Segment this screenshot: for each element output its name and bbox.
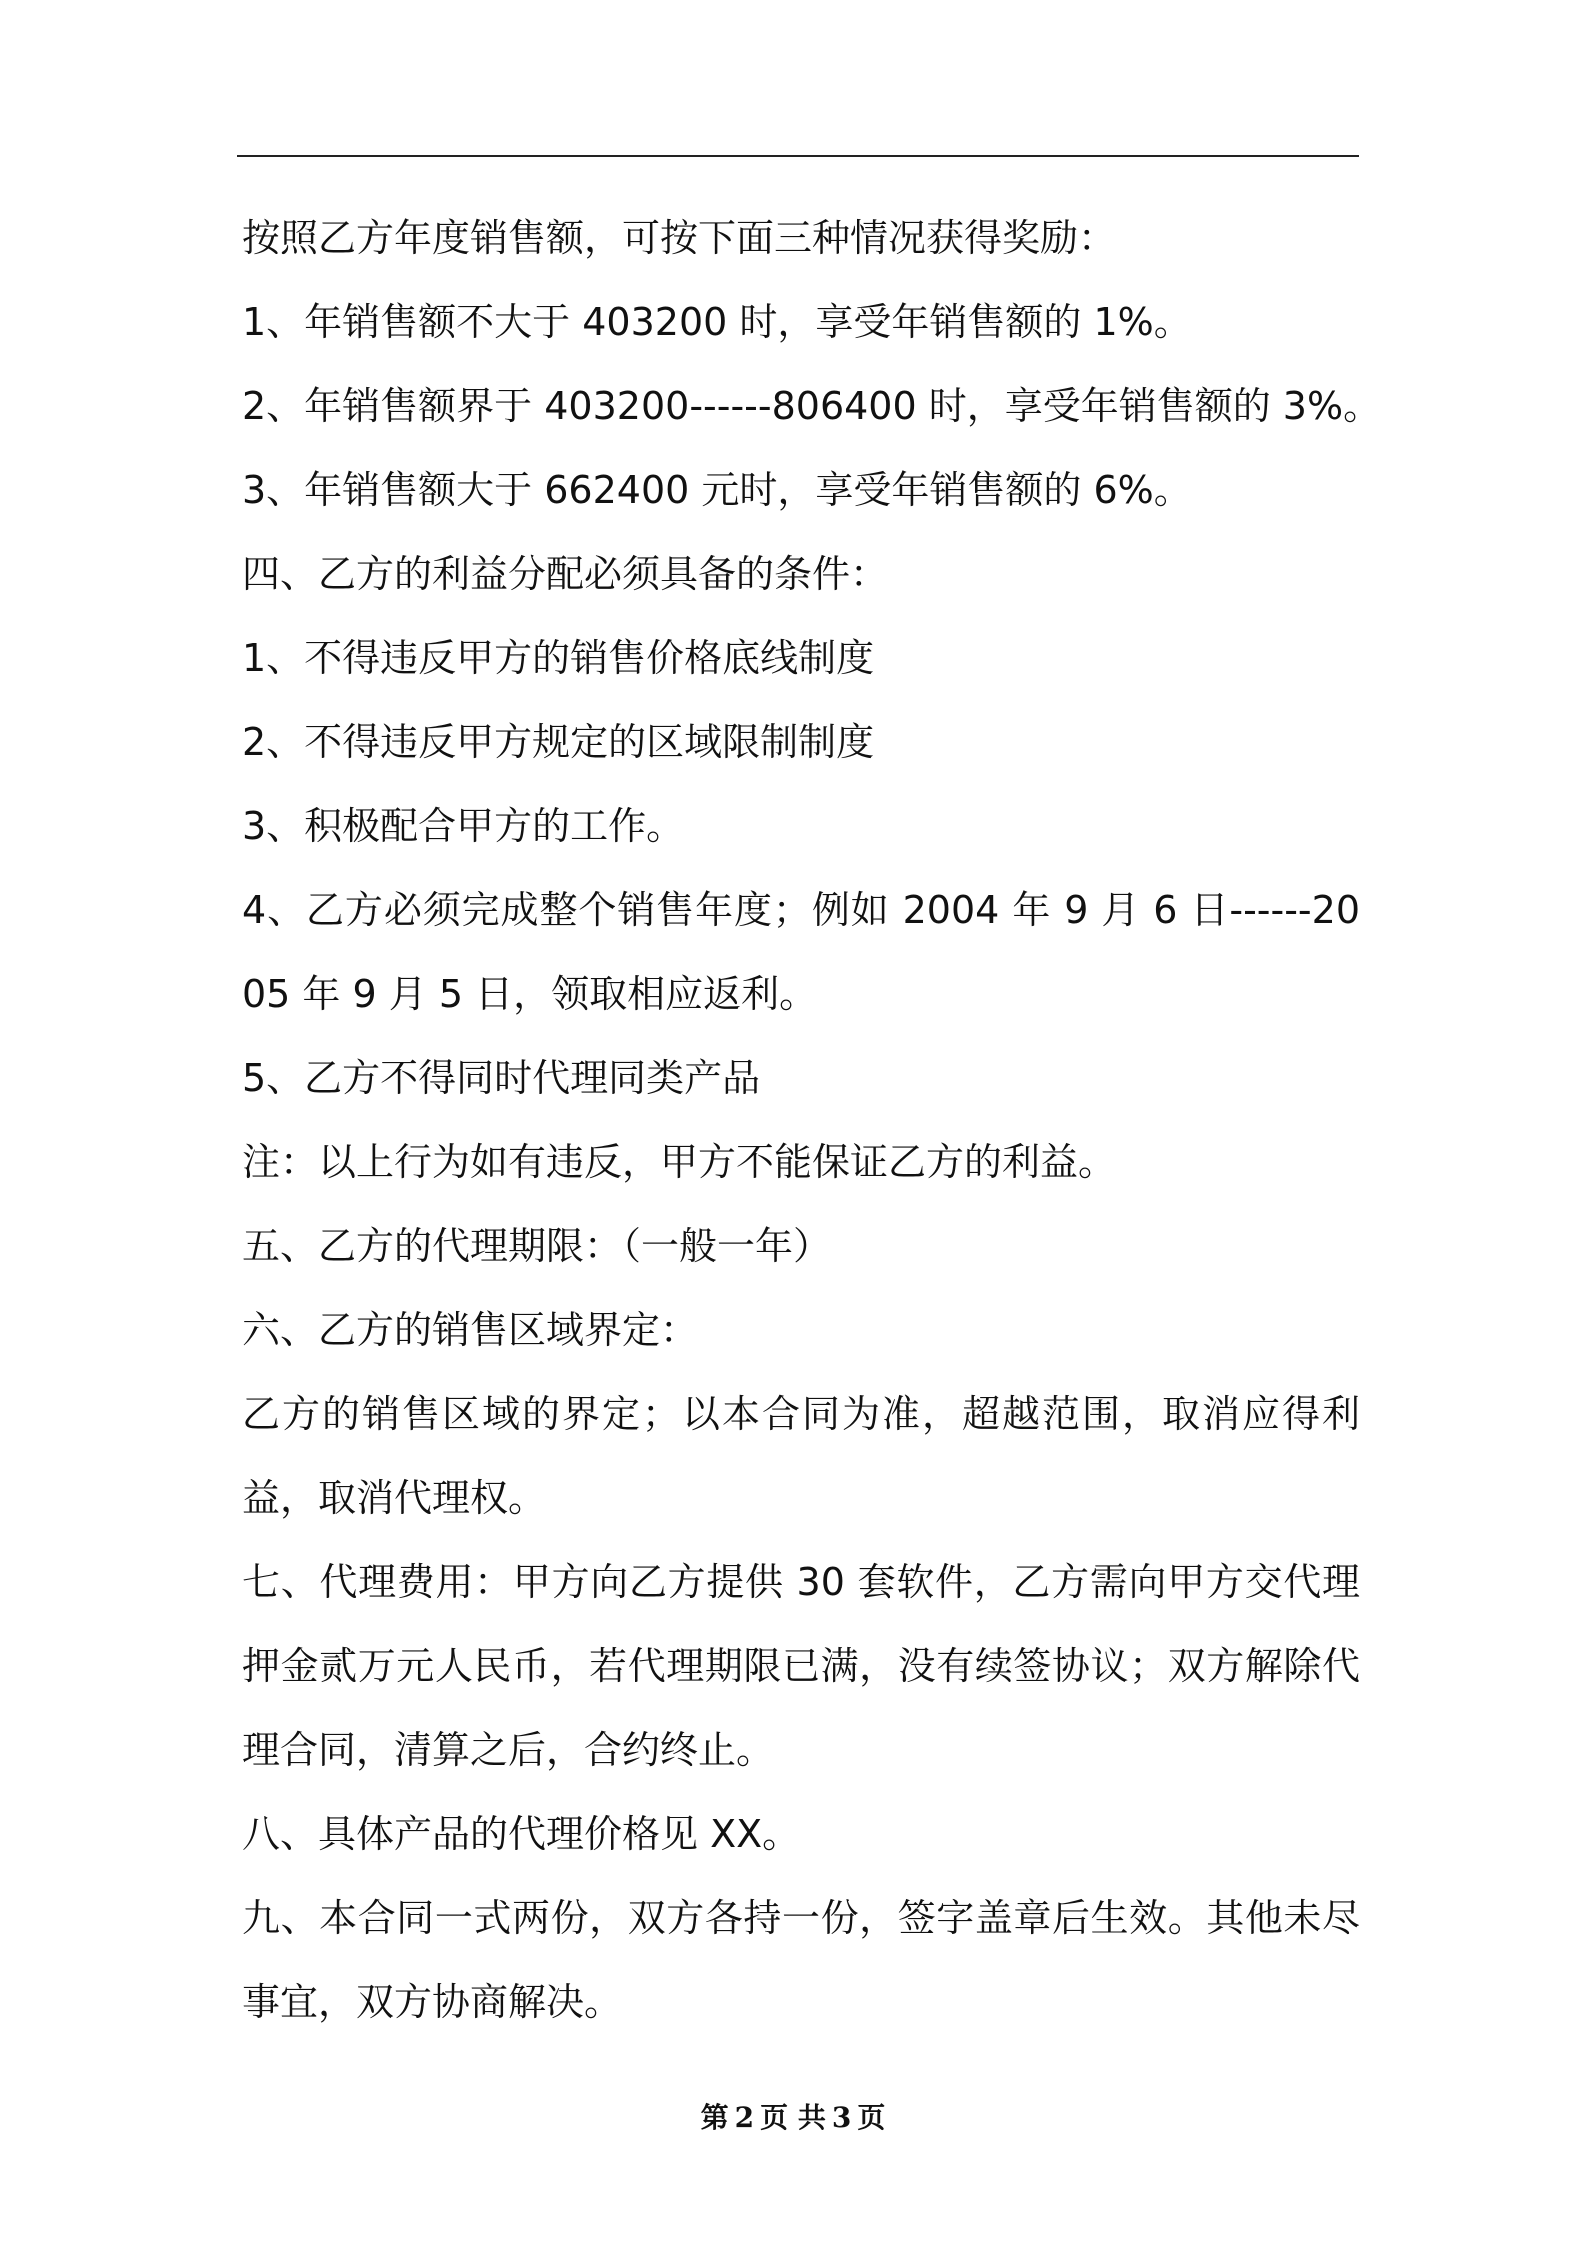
footer-current-page: 2 — [734, 2101, 755, 2134]
paragraph-region-definition: 乙方的销售区域的界定；以本合同为准，超越范围，取消应得利益，取消代理权。 — [242, 1392, 1360, 1520]
document-body — [242, 196, 1382, 2044]
section-pricing: 八、具体产品的代理价格见 XX。 — [242, 1812, 801, 1856]
paragraph-condition-2: 2、不得违反甲方规定的区域限制制度 — [242, 720, 875, 764]
paragraph-reward-tier-3: 3、年销售额大于 662400 元时，享受年销售额的 6%。 — [242, 468, 1192, 512]
paragraph-condition-4: 4、乙方必须完成整个销售年度；例如 2004 年 9 月 6 日------2005 年 9 月 5 日，领取相应返利。 — [242, 888, 1360, 1016]
footer-total-pages: 3 — [831, 2101, 852, 2134]
paragraph-condition-5: 5、乙方不得同时代理同类产品 — [242, 1056, 761, 1100]
section-fees: 七、代理费用：甲方向乙方提供 30 套软件，乙方需向甲方交代理押金贰万元人民币，若代理期限已满，没有续签协议；双方解除代理合同，清算之后，合约终止。 — [242, 1560, 1360, 1772]
paragraph-condition-1: 1、不得违反甲方的销售价格底线制度 — [242, 636, 875, 680]
page-footer — [0, 2098, 1586, 2138]
paragraph-reward-intro: 按照乙方年度销售额，可按下面三种情况获得奖励： — [242, 216, 1117, 260]
header-rule — [237, 155, 1359, 157]
section-heading-conditions: 四、乙方的利益分配必须具备的条件： — [242, 552, 889, 596]
paragraph-reward-tier-1: 1、年销售额不大于 403200 时，享受年销售额的 1%。 — [242, 300, 1192, 344]
footer-middle: 页 共 — [760, 2101, 826, 2134]
footer-prefix: 第 — [700, 2101, 729, 2134]
paragraph-condition-3: 3、积极配合甲方的工作。 — [242, 804, 685, 848]
section-heading-region: 六、乙方的销售区域界定： — [242, 1308, 699, 1352]
section-copies: 九、本合同一式两份，双方各持一份，签字盖章后生效。其他未尽事宜，双方协商解决。 — [242, 1896, 1360, 2024]
footer-suffix: 页 — [857, 2101, 886, 2134]
section-heading-term: 五、乙方的代理期限：（一般一年） — [242, 1224, 832, 1268]
paragraph-reward-tier-2: 2、年销售额界于 403200------806400 时，享受年销售额的 3%。 — [242, 384, 1382, 428]
paragraph-note: 注：以上行为如有违反，甲方不能保证乙方的利益。 — [242, 1140, 1117, 1184]
